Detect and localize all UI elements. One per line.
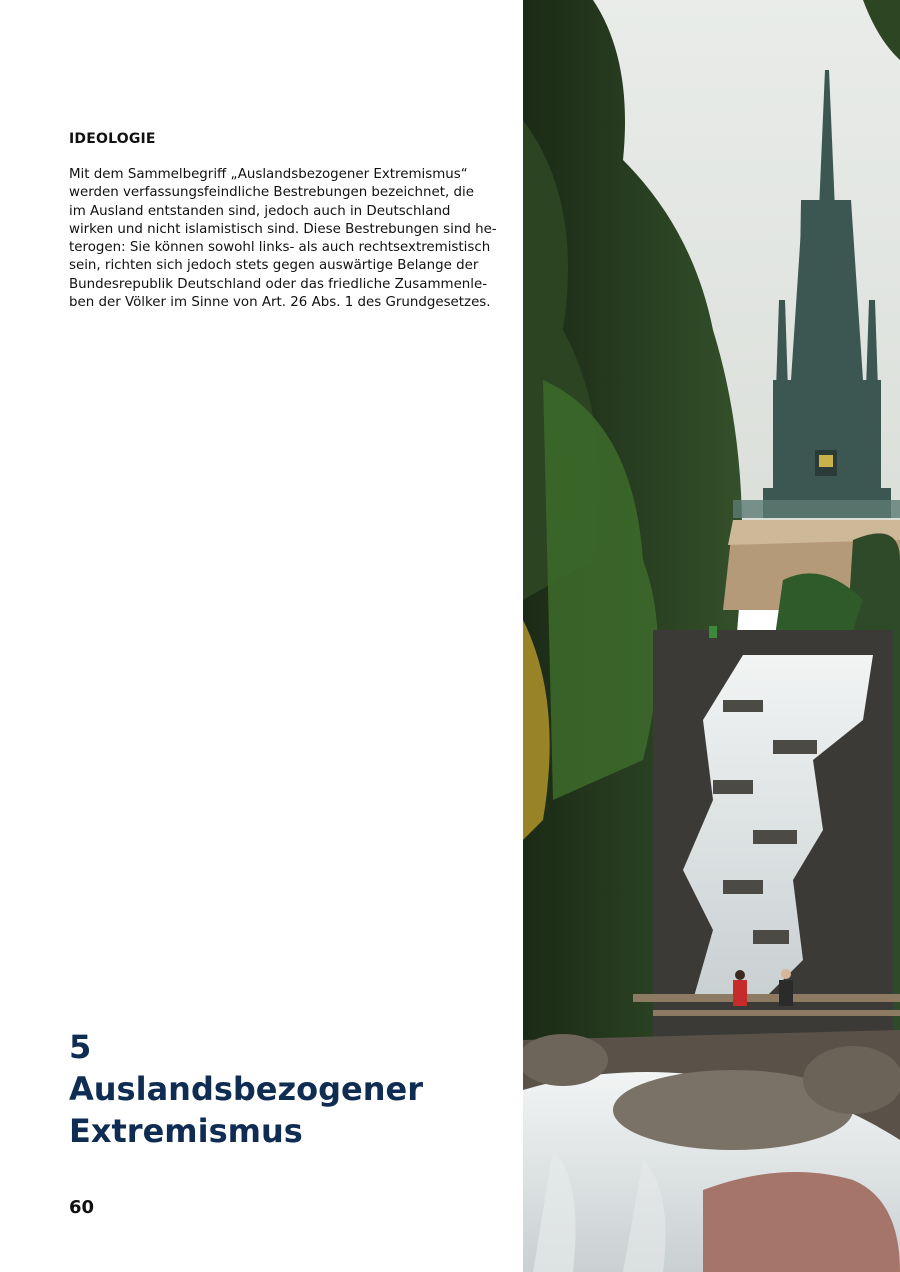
body-line: wirken und nicht islamistisch sind. Diese Bestrebungen sind he-	[69, 221, 497, 237]
chapter-number: 5	[69, 1028, 92, 1066]
body-line: im Ausland entstanden sind, jedoch auch in Deutschland	[69, 203, 451, 219]
body-line: terogen: Sie können sowohl links- als auch rechtsextremistisch	[69, 240, 491, 256]
body-line: sein, richten sich jedoch stets gegen auswärtige Belange der	[69, 258, 479, 274]
body-line: Mit dem Sammelbegriff „Auslandsbezogener Extremismus“	[69, 167, 468, 182]
body-line: ben der Völker im Sinne von Art. 26 Abs. 1 des Grundgesetzes.	[69, 295, 491, 311]
body-paragraph	[69, 166, 497, 312]
page-number: 60	[69, 1197, 95, 1218]
body-line: werden verfassungsfeindliche Bestrebungen bezeichnet, die	[69, 185, 474, 201]
chapter-title-line: Extremismus	[69, 1112, 303, 1150]
chapter-title	[69, 1026, 423, 1152]
section-heading: IDEOLOGIE	[69, 131, 156, 147]
body-line: Bundesrepublik Deutschland oder das friedliche Zusammenle-	[69, 276, 488, 292]
chapter-title-line: Auslandsbezogener	[69, 1070, 423, 1108]
waterfall-monument-photo	[523, 0, 900, 1272]
